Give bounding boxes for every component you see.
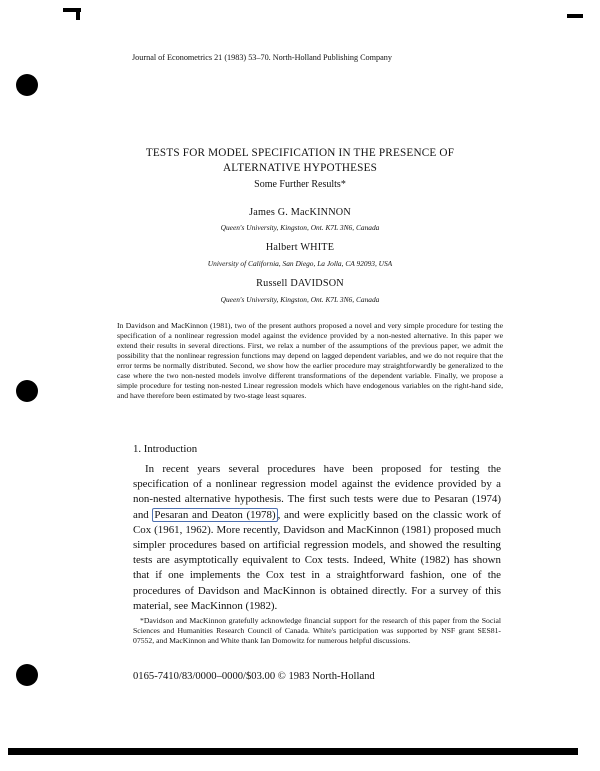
corner-mark-top-right [567,14,583,18]
body-part-2: , and were explicitly based on the classic work of Cox (1961, 1962). More recently, Davidson and MacKinnon (1981) proposed much simpler procedures based on artificial regression models, and showed the resulting tests are asymptotically equivalent to Cox tests. Indeed, White (1982) has shown that if one implements the Cox test in a straightforward fashion, one of the procedures of Davidson and MacKinnon is obtained directly. For a survey of this material, see MacKinnon (1982). [133,508,502,612]
title-line-2: ALTERNATIVE HYPOTHESES [222,162,378,174]
author-affiliation-2: University of California, San Diego, La Jolla, CA 92093, USA [207,259,393,268]
punch-hole-3 [16,664,38,686]
introduction-paragraph [133,462,501,614]
author-name-1: James G. MacKINNON [249,207,351,218]
paper-title [0,146,600,176]
section-heading: 1. Introduction [133,443,198,455]
footnote-text: *Davidson and MacKinnon gratefully acknowledge financial support for the research of this paper from the Social Sciences and Humanities Research Council of Canada. White's participation was supported by NSF grant SES81-07552, and MacKinnon and White thank Ian Domowitz for numerous helpful discussions. [133,616,501,645]
author-affiliation-1: Queen's University, Kingston, Ont. K7L 3N6, Canada [220,223,380,232]
author-name-3: Russell DAVIDSON [256,278,344,289]
abstract: In Davidson and MacKinnon (1981), two of the present authors proposed a novel and very simple procedure for testing the specification of a nonlinear regression model against the evidence provided by a non-nested alternative. In this paper we extend their results in several directions. First, we relax a number of the assumptions of the previous paper, we admit the possibility that the nonlinear regression functions may depend on lagged dependent variables, and we do not require that the error terms be normally distributed. Second, we show how the earlier procedure may straightforwardly be generalized to the case where the two non-nested models involve different transformations of the dependent variable. Finally, we propose a simple procedure for testing non-nested Linear regression models which have endogenous variables on the right-hand side, and have therefore been estimated by two-stage least squares. [117,321,503,400]
punch-hole-1 [16,74,38,96]
introduction-body [133,462,501,614]
citation-link[interactable]: Pesaran and Deaton (1978) [154,508,276,521]
author-affiliation-3: Queen's University, Kingston, Ont. K7L 3N6, Canada [220,295,380,304]
author-name-2: Halbert WHITE [265,242,335,253]
footnote [133,616,501,646]
journal-citation: Journal of Econometrics 21 (1983) 53–70. North-Holland Publishing Company [132,53,392,62]
punch-hole-2 [16,380,38,402]
body-part-1: In recent years several procedures have been proposed for testing the specification of a nonlinear regression model against the evidence provided by a non-nested alternative hypothesis. The first such tests were due to Pesaran (1974) and [133,463,501,521]
copyright-line: 0165-7410/83/0000–0000/$03.00 © 1983 North-Holland [133,671,375,682]
paper-subtitle: Some Further Results* [254,179,346,190]
bottom-scan-bar [8,748,578,755]
title-line-1: TESTS FOR MODEL SPECIFICATION IN THE PRESENCE OF [145,147,455,159]
corner-mark-top-left-stem [76,8,80,20]
